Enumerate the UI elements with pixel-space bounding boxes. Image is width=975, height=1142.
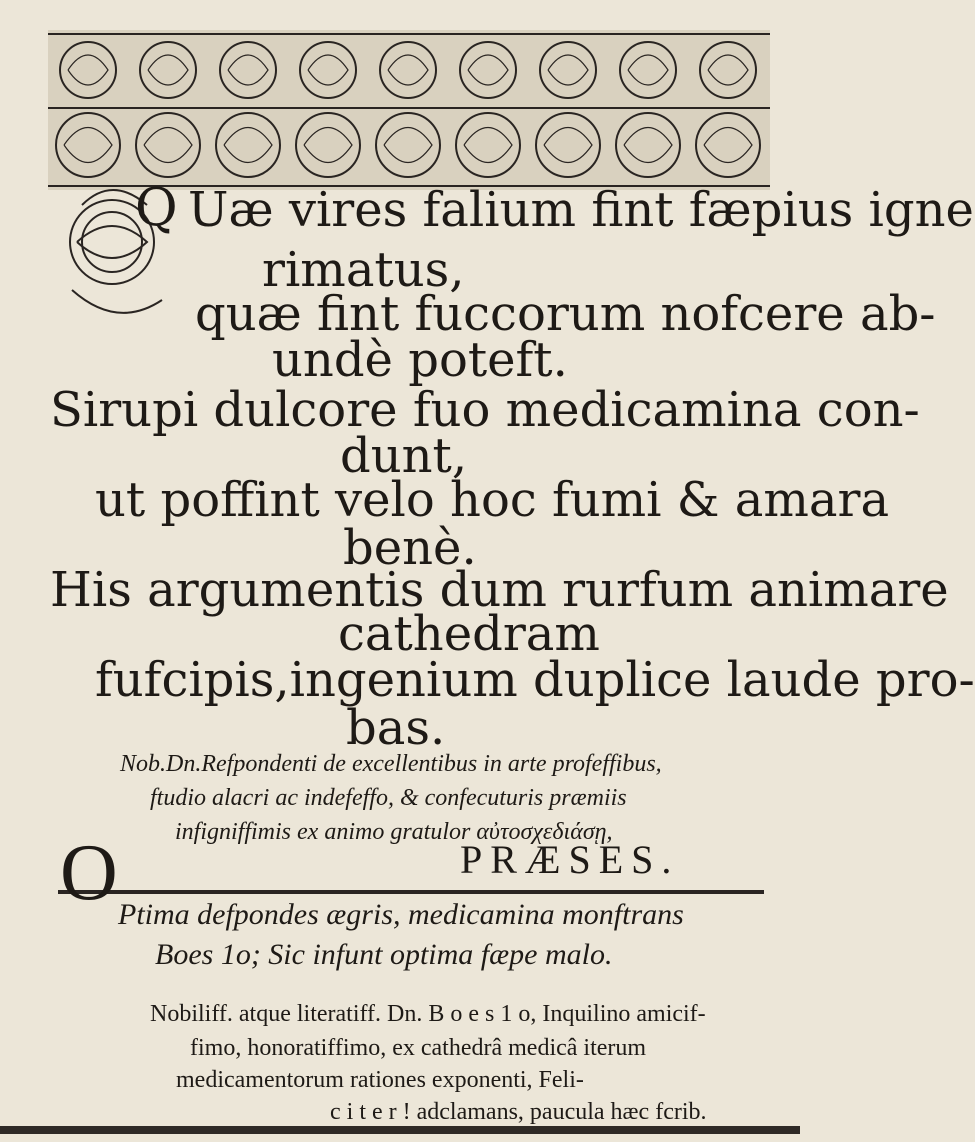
verse-line-7: ut poffint velo hoc fumi & amara xyxy=(95,472,890,528)
signature-praeses: PRÆSES. xyxy=(460,837,680,882)
prose-line-1: Nobiliff. atque literatiff. Dn. B o e s 1 o, Inquilino amicif- xyxy=(150,1001,706,1027)
verse-line-10: cathedram xyxy=(338,606,600,662)
prose-line-2: fimo, honoratiffimo, ex cathedrâ medicâ iterum xyxy=(190,1035,647,1061)
dedication-line-1: Nob.Dn.Refpondenti de excellentibus in arte profeffibus, xyxy=(120,751,662,777)
verse-line-2: rimatus, xyxy=(262,242,465,298)
response-initial: O xyxy=(60,829,118,917)
page-bottom-edge xyxy=(0,1126,800,1134)
divider-rule xyxy=(58,890,764,894)
prose-line-4: c i t e r ! adclamans, paucula hæc fcrib. xyxy=(330,1099,707,1125)
verse-line-6: dunt, xyxy=(340,428,468,484)
verse-line-12: bas. xyxy=(346,700,446,756)
response-line-1: Ptima defpondes ægris, medicamina monftrans xyxy=(118,898,684,931)
verse-line-9: His argumentis dum rurfum animare xyxy=(50,562,949,618)
response-line-2: Boes 1o; Sic infunt optima fæpe malo. xyxy=(155,938,613,971)
dedication-line-3: infigniffimis ex animo gratulor αὐτοσχεδιάσῃ, xyxy=(175,819,613,845)
dedication-line-2: ftudio alacri ac indefeffo, & confecuturis præmiis xyxy=(150,785,627,811)
prose-line-3: medicamentorum rationes exponenti, Feli- xyxy=(176,1067,584,1093)
verse-line-1: Uæ vires falium fint fæpius igne xyxy=(188,182,974,238)
verse-line-11: fufcipis,ingenium duplice laude pro- xyxy=(95,652,975,708)
headpiece-ornament xyxy=(48,30,770,190)
verse-line-5: Sirupi dulcore fuo medicamina con- xyxy=(50,382,920,438)
initial-letter: Q xyxy=(135,178,178,238)
verse-line-3: quæ fint fuccorum nofcere ab- xyxy=(195,286,936,342)
verse-line-8: benè. xyxy=(343,520,477,576)
verse-line-4: undè poteft. xyxy=(272,332,568,388)
